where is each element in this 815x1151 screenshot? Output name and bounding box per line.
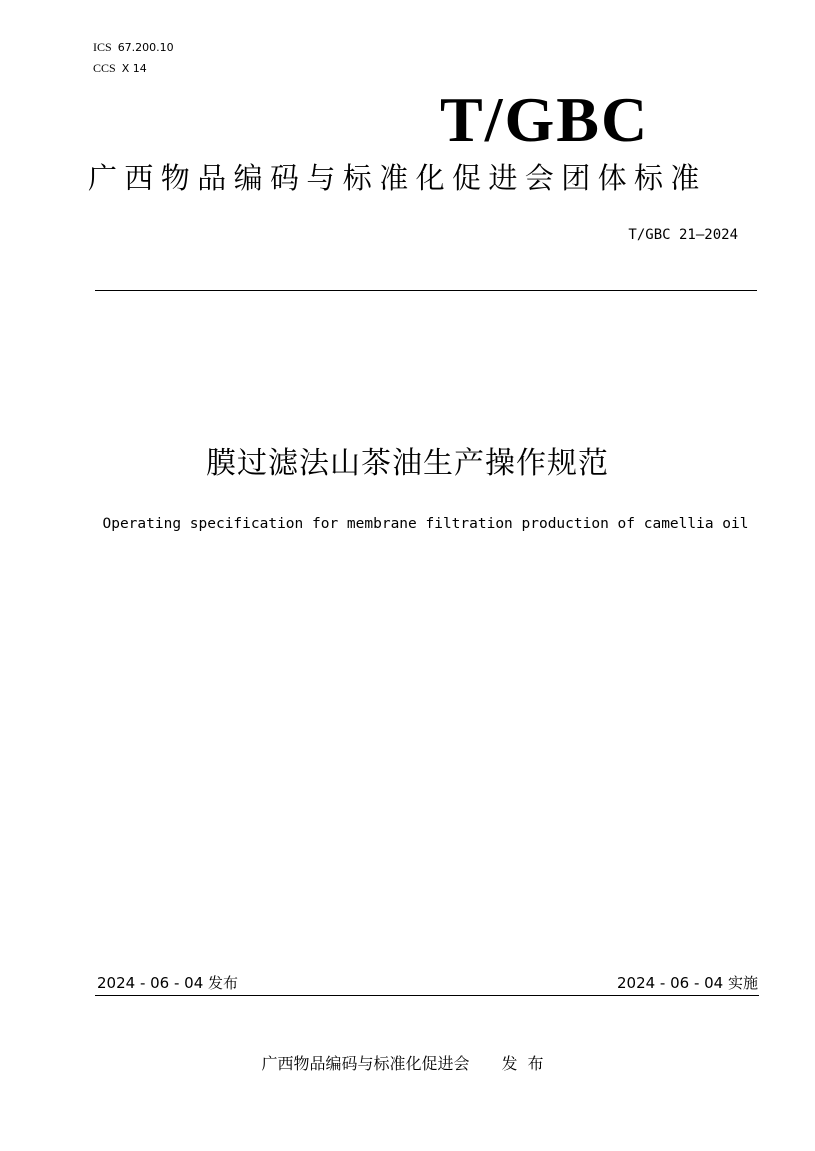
ccs-label: CCS [93, 61, 116, 75]
organization-name: 广西物品编码与标准化促进会团体标准 [88, 161, 707, 195]
implement-date: 2024 - 06 - 04 实施 [616, 974, 758, 992]
brand-mark: T/GBC [440, 84, 650, 155]
publisher-line [0, 1053, 815, 1075]
title-chinese: 膜过滤法山茶油生产操作规范 [206, 446, 609, 481]
ccs-value: X 14 [121, 62, 147, 75]
publish-date: 2024 - 06 - 04 发布 [97, 974, 239, 992]
ccs-code [93, 61, 147, 76]
title-english: Operating specification for membrane filtration production of camellia oil [102, 516, 749, 532]
publisher-name: 广西物品编码与标准化促进会 [261, 1054, 470, 1073]
footer-divider [95, 995, 759, 996]
ics-code [93, 40, 174, 55]
ics-value: 67.200.10 [117, 41, 174, 54]
standard-number: T/GBC 21—2024 [628, 227, 738, 243]
ics-label: ICS [93, 40, 112, 54]
header-divider [95, 290, 757, 291]
publisher-label: 发布 [501, 1054, 554, 1073]
